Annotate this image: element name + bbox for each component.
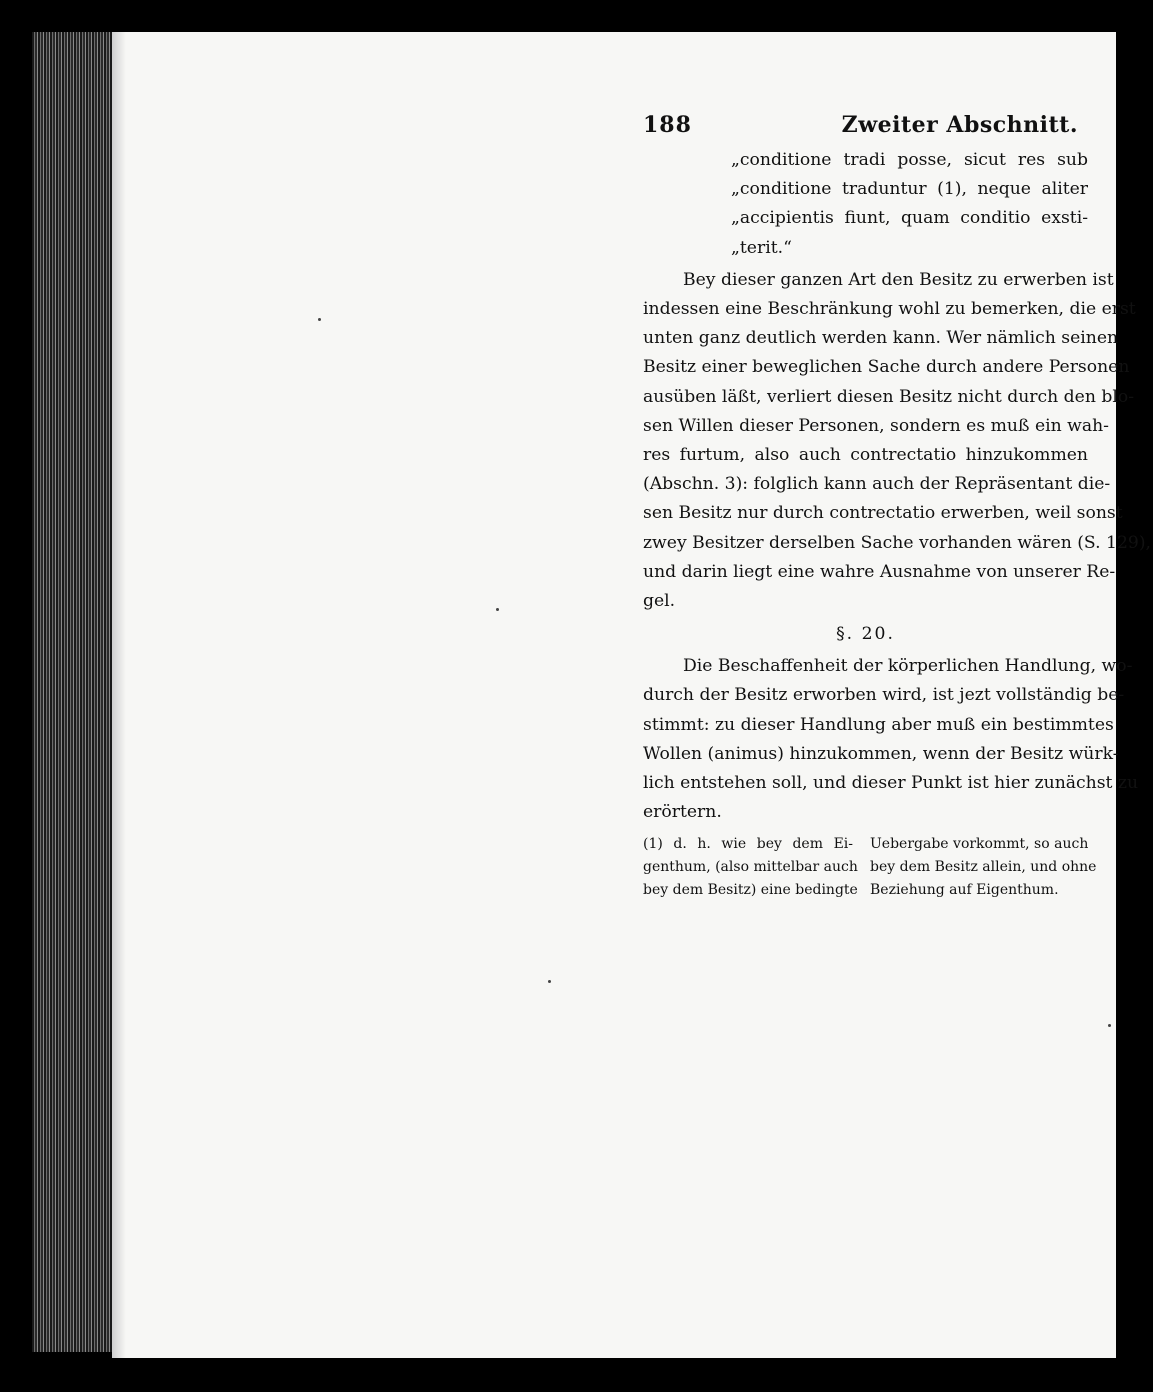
paragraph-1 xyxy=(643,266,1151,616)
text-line: zwey Besitzer derselben Sache vorhanden wären (S. 129), xyxy=(643,532,1151,553)
text-line: Besitz einer beweglichen Sache durch andere Personen xyxy=(643,357,1130,378)
text-line: erörtern. xyxy=(643,802,722,823)
footnote-line: Uebergabe vorkommt, so auch xyxy=(870,836,1089,853)
text-line: und darin liegt eine wahre Ausnahme von unserer Re- xyxy=(643,561,1116,582)
page-gutter-shadow xyxy=(112,32,126,1358)
paper-speck xyxy=(1108,1024,1111,1027)
page-number: 188 xyxy=(643,112,692,138)
paper-speck xyxy=(548,980,551,983)
running-title: Zweiter Abschnitt. xyxy=(841,112,1078,138)
page-text-block xyxy=(643,112,1151,902)
footnote-line: genthum, (also mittelbar auch xyxy=(643,859,858,876)
latin-quotation xyxy=(643,146,1088,263)
paper-speck xyxy=(318,318,321,321)
footnote-line: bey dem Besitz allein, und ohne xyxy=(870,859,1097,876)
quote-line: „conditione tradi posse, sicut res sub xyxy=(731,150,1088,170)
text-line: sen Besitz nur durch contrectatio erwerben, weil sonst xyxy=(643,503,1123,524)
text-line: stimmt: zu dieser Handlung aber muß ein bestimmtes xyxy=(643,714,1114,735)
quote-line: „accipientis fiunt, quam conditio exsti- xyxy=(731,208,1088,229)
text-line: Die Beschaffenheit der körperlichen Handlung, wo- xyxy=(683,656,1133,677)
footnote-left-column xyxy=(643,833,858,902)
footnote xyxy=(643,833,1097,902)
quote-line: „terit.“ xyxy=(731,237,792,258)
text-line: ausüben läßt, verliert diesen Besitz nicht durch den blo- xyxy=(643,386,1135,407)
text-line: lich entstehen soll, und dieser Punkt ist hier zunächst zu xyxy=(643,773,1139,794)
quote-line: „conditione traduntur (1), neque aliter xyxy=(731,179,1088,200)
text-line: res furtum, also auch contrectatio hinzukommen xyxy=(643,445,1088,466)
book-page-edges xyxy=(32,32,118,1352)
text-line: sen Willen dieser Personen, sondern es muß ein wah- xyxy=(643,415,1109,436)
section-heading: §. 20. xyxy=(836,624,895,645)
footnote-line: Beziehung auf Eigenthum. xyxy=(870,882,1059,899)
text-line: unten ganz deutlich werden kann. Wer nämlich seinen xyxy=(643,328,1119,349)
running-head xyxy=(643,112,1088,146)
text-line: gel. xyxy=(643,591,676,612)
text-line: Wollen (animus) hinzukommen, wenn der Besitz würk- xyxy=(643,743,1119,764)
text-line: (Abschn. 3): folglich kann auch der Repräsentant die- xyxy=(643,474,1111,495)
paragraph-2 xyxy=(643,652,1139,827)
paper-speck xyxy=(496,608,499,611)
footnote-right-column xyxy=(870,833,1097,902)
footnote-line: bey dem Besitz) eine bedingte xyxy=(643,882,858,899)
text-line: indessen eine Beschränkung wohl zu bemerken, die erst xyxy=(643,299,1136,320)
footnote-line: (1) d. h. wie bey dem Ei- xyxy=(643,836,853,853)
text-line: durch der Besitz erworben wird, ist jezt vollständig be- xyxy=(643,685,1125,706)
text-line: Bey dieser ganzen Art den Besitz zu erwerben ist xyxy=(683,269,1114,290)
